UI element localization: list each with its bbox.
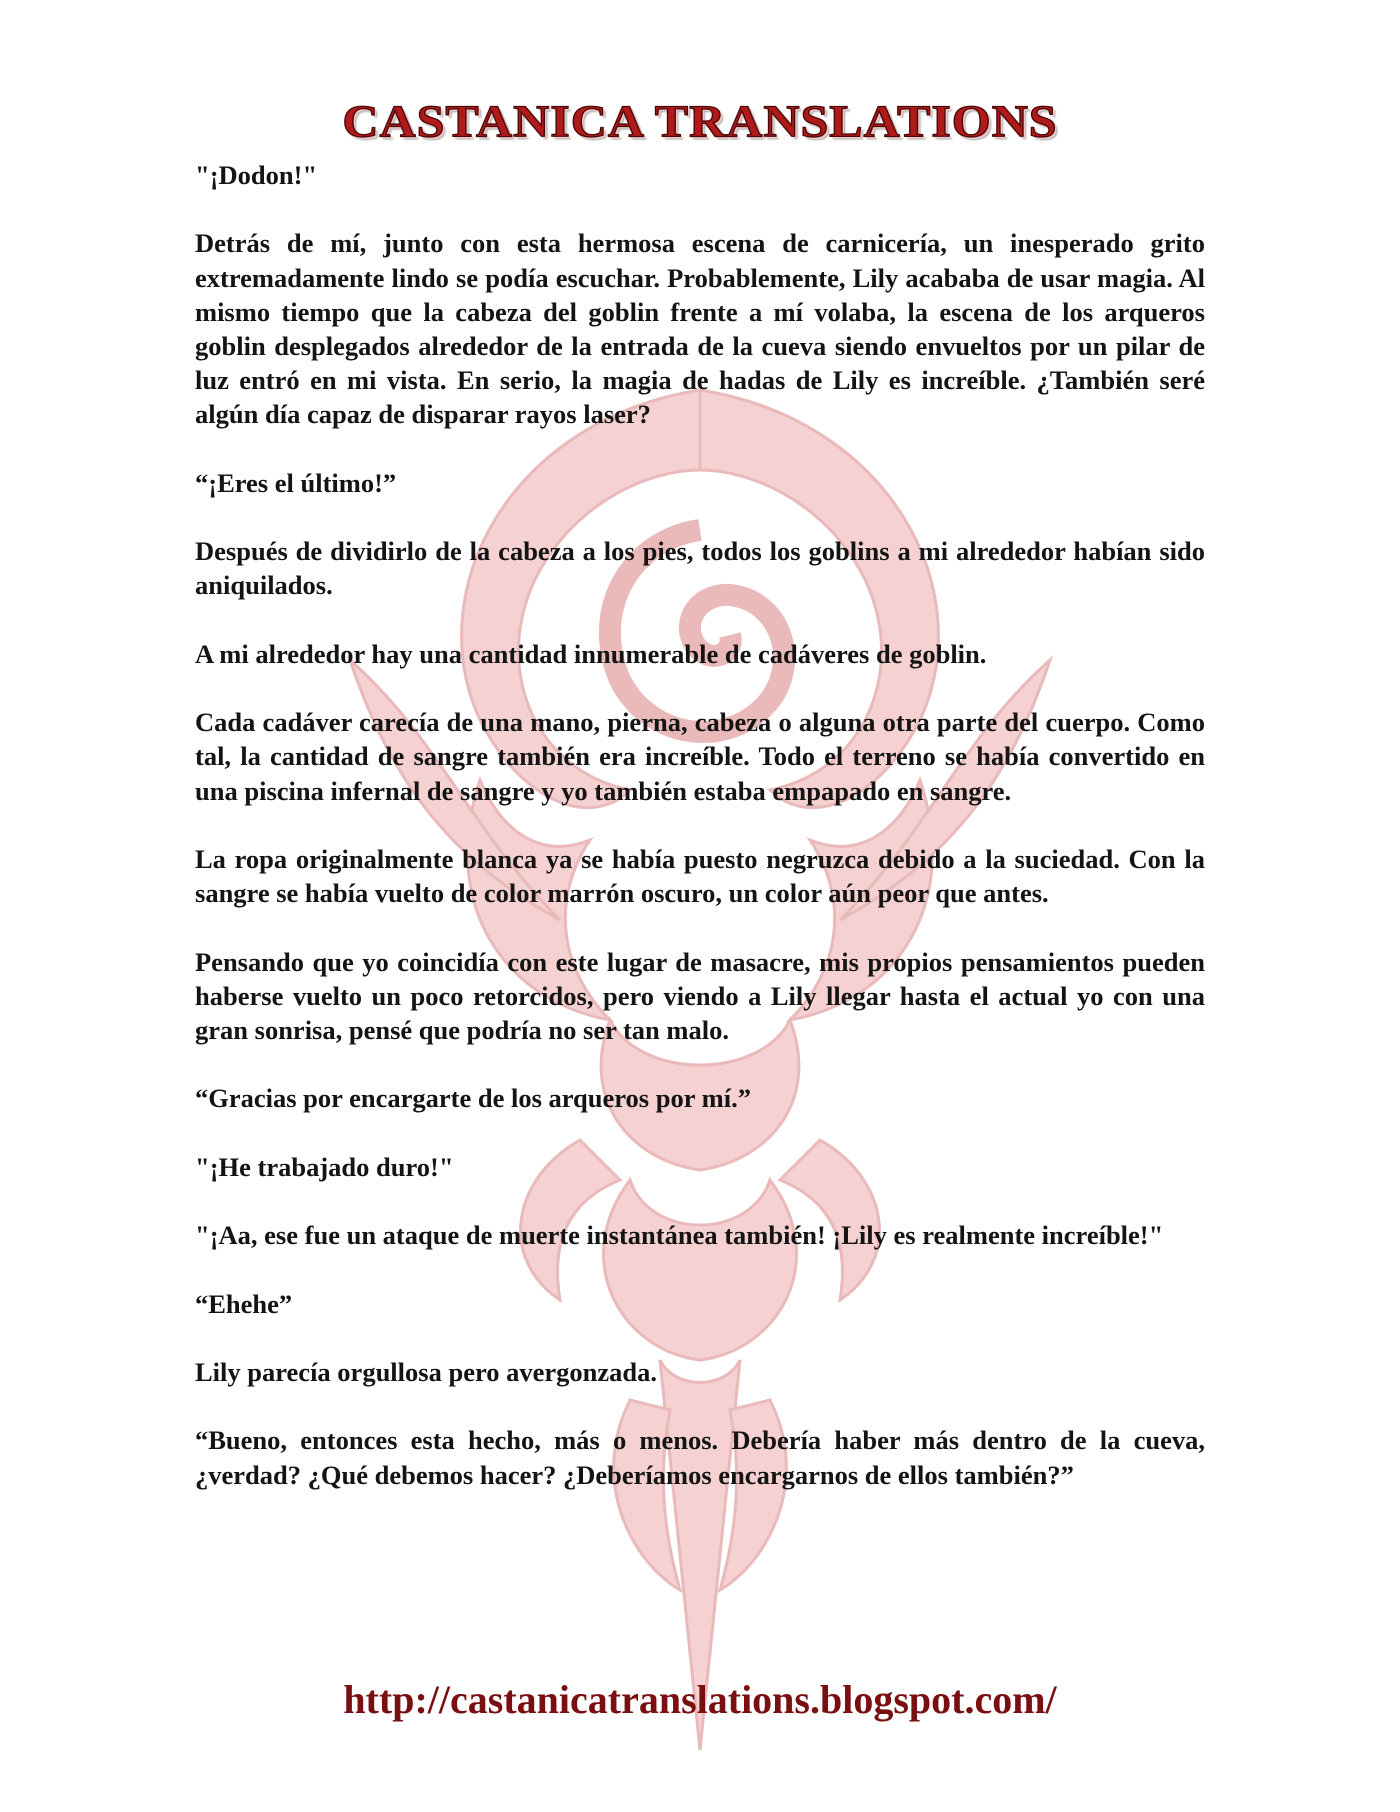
paragraph: "¡Dodon!" xyxy=(195,160,318,190)
page-header xyxy=(0,92,1400,150)
paragraph: Detrás de mí, junto con esta hermosa escena de carnicería, un inesperado grito extremadamente lindo se podía escuchar. Probablemente, Lily acababa de usar magia. Al mismo tiempo que la cabeza del goblin frente a mí volaba, la escena de los arqueros goblin desplegados alrededor de la entrada de la cueva siendo envueltos por un pilar de luz entró en mi vista. En serio, la magia de hadas de Lily es increíble. ¿También seré algún día capaz de disparar rayos laser? xyxy=(195,228,1205,430)
paragraph: “Ehehe” xyxy=(195,1288,293,1319)
paragraph: “Gracias por encargarte de los arqueros por mí.” xyxy=(195,1083,751,1114)
paragraph: "¡Aa, ese fue un ataque de muerte instantánea también! ¡Lily es realmente increíble!" xyxy=(195,1220,1164,1251)
paragraph: "¡He trabajado duro!" xyxy=(195,1151,454,1182)
paragraph: La ropa originalmente blanca ya se había puesto negruzca debido a la suciedad. Con la sangre se había vuelto de color marrón oscuro, un color aún peor que antes. xyxy=(195,843,1205,909)
paragraph: Cada cadáver carecía de una mano, pierna, cabeza o alguna otra parte del cuerpo. Como tal, la cantidad de sangre también era increíble. Todo el terreno se había convertido en una piscina infernal de sangre y yo también estaba empapado en sangre. xyxy=(195,707,1205,806)
paragraph: Lily parecía orgullosa pero avergonzada. xyxy=(195,1356,658,1387)
site-url-link[interactable]: http://castanicatranslations.blogspot.com/ xyxy=(343,1677,1057,1722)
paragraph: Después de dividirlo de la cabeza a los pies, todos los goblins a mi alrededor habían sido aniquilados. xyxy=(195,536,1205,601)
paragraph: “¡Eres el último!” xyxy=(195,467,397,498)
paragraph: Pensando que yo coincidía con este lugar de masacre, mis propios pensamientos pueden haberse vuelto un poco retorcidos, pero viendo a Lily llegar hasta el actual yo con una gran sonrisa, pensé que podría no ser tan malo. xyxy=(195,946,1205,1045)
paragraph: A mi alrededor hay una cantidad innumerable de cadáveres de goblin. xyxy=(195,638,987,669)
site-brand-title: CASTANICA TRANSLATIONS xyxy=(342,95,1058,147)
chapter-body xyxy=(195,158,1205,1526)
paragraph: “Bueno, entonces esta hecho, más o menos. Debería haber más dentro de la cueva, ¿verdad? ¿Qué debemos hacer? ¿Deberíamos encargarnos de ellos también?” xyxy=(195,1425,1205,1490)
